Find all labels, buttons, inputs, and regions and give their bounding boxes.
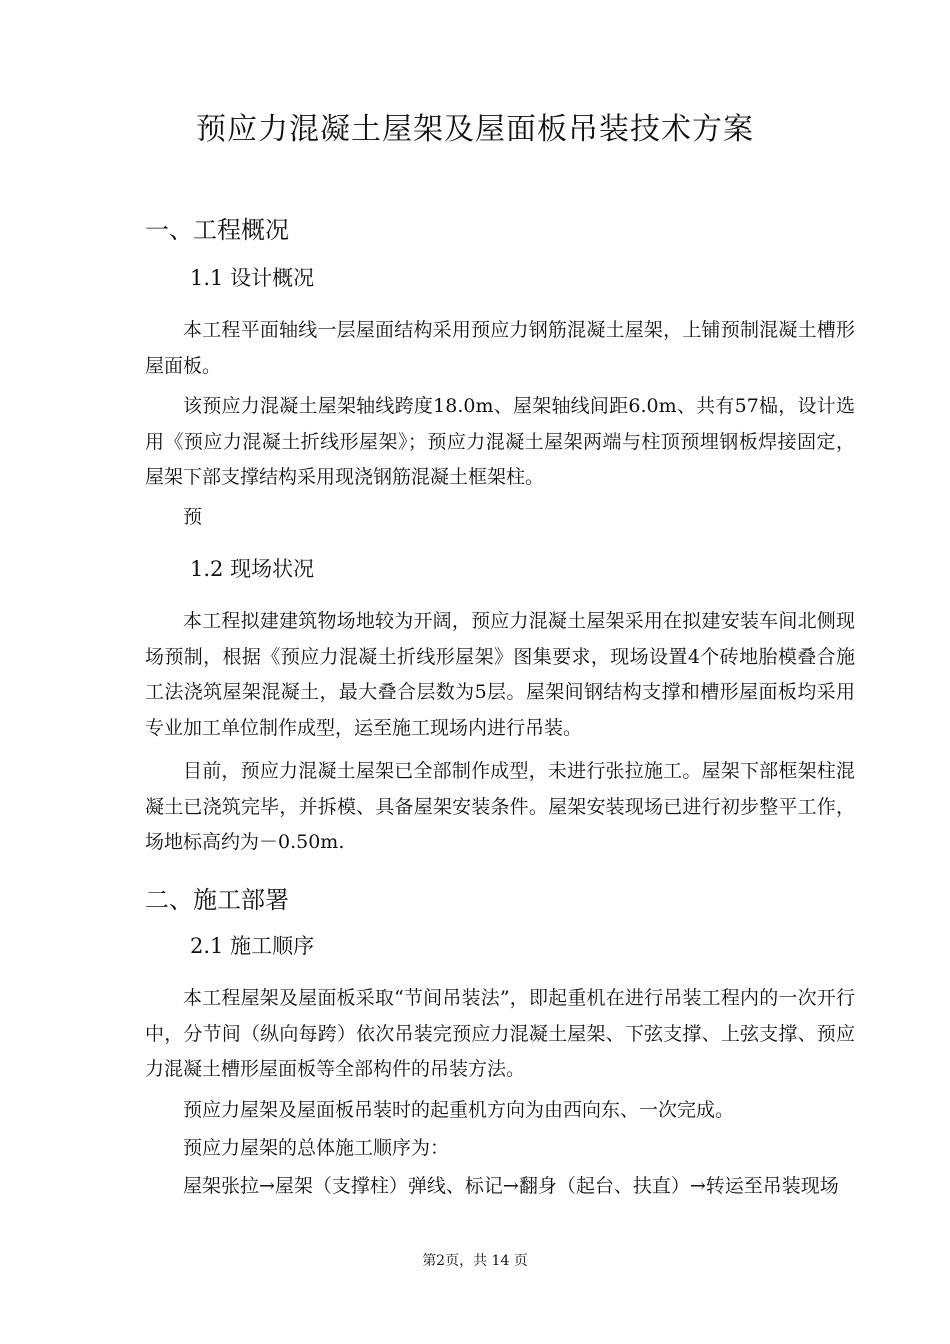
- subsection-heading-site: 1.2 现场状况: [190, 557, 315, 581]
- paragraph: 屋架张拉→屋架（支撑柱）弹线、标记→翻身（起台、扶直）→转运至吊装现场: [183, 1175, 839, 1197]
- paragraph: 预应力屋架的总体施工顺序为：: [183, 1137, 450, 1159]
- subsection-heading-sequence: 2.1 施工顺序: [190, 934, 315, 958]
- paragraph: 本工程屋架及屋面板采取“节间吊装法”，即起重机在进行吊装工程内的一次开行中，分节间（纵向每跨）依次吊装完预应力混凝土屋架、下弦支撑、上弦支撑、预应力混凝土槽形屋面板等全部构件的吊装方法。: [145, 987, 855, 1080]
- paragraph: 该预应力混凝土屋架轴线跨度18.0m、屋架轴线间距6.0m、共有57榀，设计选用《预应力混凝土折线形屋架》；预应力混凝土屋架两端与柱顶预埋钢板焊接固定，屋架下部支撑结构采用现浇钢筋混凝土框架柱。: [145, 395, 855, 488]
- paragraph: 预: [183, 506, 203, 528]
- paragraph: 预应力屋架及屋面板吊装时的起重机方向为由西向东、一次完成。: [183, 1099, 735, 1121]
- subsection-heading-design: 1.1 设计概况: [190, 266, 315, 290]
- section-heading-deployment: 二、施工部署: [145, 886, 289, 914]
- paragraph: 本工程拟建建筑物场地较为开阔，预应力混凝土屋架采用在拟建安装车间北侧现场预制，根据《预应力混凝土折线形屋架》图集要求，现场设置4个砖地胎模叠合施工法浇筑屋架混凝土，最大叠合层数为5层。屋架间钢结构支撑和槽形屋面板均采用专业加工单位制作成型，运至施工现场内进行吊装。: [145, 610, 855, 739]
- section-heading-overview: 一、工程概况: [145, 216, 289, 244]
- page-footer: 第2页，共 14 页: [422, 1253, 528, 1269]
- paragraph: 目前，预应力混凝土屋架已全部制作成型，未进行张拉施工。屋架下部框架柱混凝土已浇筑完毕，并拆模、具备屋架安装条件。屋架安装现场已进行初步整平工作，场地标高约为－0.50m.: [145, 760, 855, 853]
- paragraph: 本工程平面轴线一层屋面结构采用预应力钢筋混凝土屋架，上铺预制混凝土槽形屋面板。: [145, 319, 855, 377]
- document-title: 预应力混凝土屋架及屋面板吊装技术方案: [196, 112, 754, 147]
